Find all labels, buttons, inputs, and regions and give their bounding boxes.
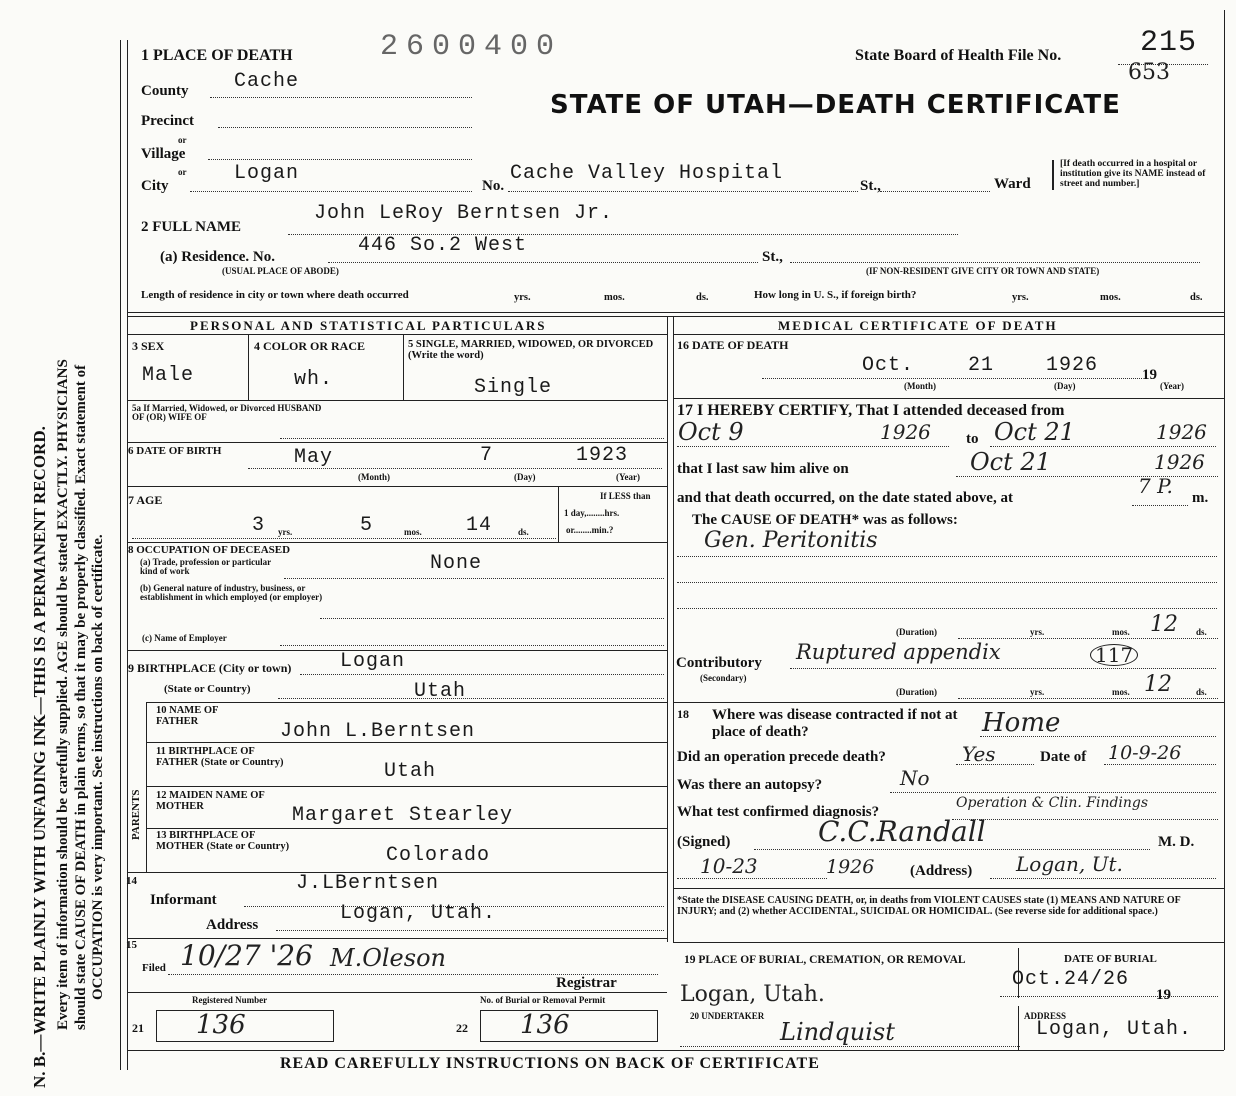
cause-label: The CAUSE OF DEATH* was as follows: (692, 512, 958, 528)
filed-date: 10/27 '26 (180, 939, 313, 972)
undertaker-label: 20 UNDERTAKER (690, 1011, 765, 1021)
mother-birthplace-label: 13 BIRTHPLACE OF MOTHER (State or Country) (156, 830, 290, 853)
dob-year-sub: (Year) (616, 472, 640, 482)
item-18-label: 18 (677, 707, 689, 721)
occupation-b-label: (b) General nature of industry, business, or establishment in which employed (or employer) (140, 583, 323, 603)
registered-number-label: Registered Number (192, 995, 268, 1005)
father-name-label: 10 NAME OF FATHER (156, 705, 219, 728)
autopsy-value: No (900, 766, 930, 790)
item-22-label: 22 (456, 1021, 468, 1035)
burial-permit-label: No. of Burial or Removal Permit (480, 995, 606, 1005)
undertaker-address-value: Logan, Utah. (1036, 1018, 1193, 1041)
county-value: Cache (234, 70, 300, 93)
occupation-label: 8 OCCUPATION OF DECEASED (128, 544, 291, 556)
mother-birthplace-value: Colorado (386, 844, 491, 867)
length-ds: ds. (696, 292, 709, 303)
footer-instructions: READ CAREFULLY INSTRUCTIONS ON BACK OF CERTIFICATE (280, 1055, 820, 1072)
contracted-value: Home (982, 708, 1061, 738)
cause-duration-ds: ds. (1196, 627, 1207, 637)
permit-number-value: 136 (520, 1010, 570, 1040)
city-label: City (141, 178, 169, 194)
md-label: M. D. (1158, 834, 1195, 850)
filed-signature: M.Oleson (330, 944, 446, 972)
item-21-label: 21 (132, 1021, 144, 1035)
dod-day-sub: (Day) (1054, 381, 1076, 391)
marital-label: 5 SINGLE, MARRIED, WIDOWED, OR DIVORCED (Write the word) (408, 339, 654, 362)
diagnosis-test-value: Operation & Clin. Findings (956, 795, 1149, 811)
autopsy-label: Was there an autopsy? (677, 777, 823, 793)
color-label: 4 COLOR OR RACE (254, 339, 366, 353)
how-long-mos: mos. (1100, 292, 1121, 303)
cause-duration-yrs: yrs. (1030, 627, 1045, 637)
day-hrs-label: 1 day,........hrs. (564, 508, 620, 518)
occupation-a-label: (a) Trade, profession or particular kind of work (140, 557, 271, 577)
filed-label: Filed (142, 962, 166, 974)
age-label: 7 AGE (128, 493, 163, 507)
signed-label: (Signed) (677, 834, 731, 850)
place-of-death-label: 1 PLACE OF DEATH (141, 47, 293, 64)
number-label: No. (482, 178, 505, 194)
file-number-label: State Board of Health File No. (855, 47, 1062, 64)
contrib-duration-yrs: yrs. (1030, 687, 1045, 697)
secondary-label: (Secondary) (700, 673, 747, 683)
spouse-label: 5a If Married, Widowed, or Divorced HUSBAND OF (OR) WIFE OF (132, 403, 322, 423)
undertaker-signature: Lindquist (780, 1018, 895, 1046)
village-label: Village (141, 146, 186, 162)
father-birthplace-value: Utah (384, 760, 437, 783)
sign-date: 10-23 (700, 854, 758, 878)
ward-label: Ward (994, 176, 1031, 192)
age-mos-label: mos. (404, 527, 422, 537)
cause-footnote: *State the DISEASE CAUSING DEATH, or, in deaths from VIOLENT CAUSES state (1) MEANS AND NATURE OF INJURY; and (2) whether ACCIDENTAL, SUICIDAL OR HOMICIDAL. (See reverse side for additional space.) (677, 895, 1181, 917)
last-saw-label: that I last saw him alive on (677, 461, 849, 477)
operation-label: Did an operation precede death? (677, 749, 886, 765)
death-time: 7 P. (1138, 474, 1173, 498)
residence-label: (a) Residence. No. (160, 249, 275, 265)
dob-month-sub: (Month) (358, 472, 390, 482)
mother-name-value: Margaret Stearley (292, 804, 514, 827)
contrib-duration-ds: ds. (1196, 687, 1207, 697)
how-long-label: How long in U. S., if foreign birth? (754, 289, 917, 301)
side-note-line-1: N. B.—WRITE PLAINLY WITH UNFADING INK—THIS IS A PERMANENT RECORD. (30, 426, 49, 1088)
residence-value: 446 So.2 West (358, 234, 528, 257)
attended-to-year: 1926 (1156, 420, 1207, 444)
color-value: wh. (294, 368, 334, 391)
length-yrs: yrs. (514, 292, 531, 303)
side-note-line-3: should state CAUSE OF DEATH in plain terms, so that it may be properly classified. Exact statement of (73, 364, 89, 1030)
file-number: 215 (1140, 26, 1198, 60)
length-residence-label: Length of residence in city or town where death occurred (141, 289, 409, 301)
mother-name-label: 12 MAIDEN NAME OF MOTHER (156, 790, 265, 813)
date-of-death-month: Oct. (862, 354, 915, 377)
residence-sub: (USUAL PLACE OF ABODE) (222, 266, 339, 276)
or-label-2: or (178, 167, 187, 177)
employer-label: (c) Name of Employer (142, 633, 227, 643)
birthplace-state: Utah (414, 680, 467, 703)
dob-label: 6 DATE OF BIRTH (128, 445, 222, 457)
sex-label: 3 SEX (132, 339, 165, 353)
residence-street-label: St., (762, 249, 783, 265)
contributory-label: Contributory (676, 655, 762, 671)
contrib-duration-mos: mos. (1112, 687, 1130, 697)
dod-nineteen: 19 (1142, 367, 1157, 383)
death-occurred-label: and that death occurred, on the date stated above, at (677, 490, 1013, 506)
date-of-death-label: 16 DATE OF DEATH (677, 338, 789, 352)
burial-date-label: DATE OF BURIAL (1064, 953, 1157, 965)
informant-label: Informant (150, 892, 217, 908)
registered-number-value: 136 (196, 1010, 246, 1040)
nonresident-note: (IF NON-RESIDENT GIVE CITY OR TOWN AND STATE) (866, 266, 1100, 276)
age-mos-value: 5 (360, 514, 374, 537)
physician-signature: C.C.Randall (818, 815, 986, 848)
contributory-value: Ruptured appendix (796, 640, 1001, 664)
age-ds-value: 14 (466, 514, 493, 537)
occupation-value: None (430, 552, 483, 575)
attended-to-date: Oct 21 (994, 418, 1075, 446)
or-label-1: or (178, 135, 187, 145)
informant-address-label: Address (206, 917, 259, 933)
age-ds-label: ds. (518, 527, 529, 537)
age-yrs-label: yrs. (278, 527, 293, 537)
burial-place-value: Logan, Utah. (680, 982, 825, 1007)
contracted-label: Where was disease contracted if not at place of death? (712, 707, 958, 740)
personal-heading: PERSONAL AND STATISTICAL PARTICULARS (190, 318, 547, 333)
operation-date-label: Date of (1040, 749, 1087, 765)
father-birthplace-label: 11 BIRTHPLACE OF FATHER (State or Country) (156, 746, 284, 769)
dob-year: 1923 (576, 444, 629, 467)
certify-label: 17 I HEREBY CERTIFY, That I attended deceased from (677, 402, 1065, 419)
date-of-death-year: 1926 (1046, 354, 1099, 377)
informant-value: J.LBerntsen (296, 872, 440, 895)
dob-day: 7 (480, 444, 494, 467)
contrib-duration-label: (Duration) (896, 687, 937, 697)
meridiem-label: m. (1192, 490, 1209, 506)
medical-heading: MEDICAL CERTIFICATE OF DEATH (778, 318, 1058, 333)
physician-address: Logan, Ut. (1016, 852, 1123, 876)
dob-day-sub: (Day) (514, 472, 536, 482)
how-long-ds: ds. (1190, 292, 1203, 303)
burial-date-value: Oct.24/26 (1012, 968, 1130, 991)
side-note-line-4: OCCUPATION is very important. See instructions on back of certificate. (90, 534, 106, 1000)
last-saw-year: 1926 (1154, 450, 1205, 474)
attended-from-date: Oct 9 (678, 418, 744, 446)
ward-note: [If death occurred in a hospital or institution give its NAME instead of street and number.] (1052, 160, 1220, 190)
dob-month: May (294, 446, 334, 469)
cause-duration-label: (Duration) (896, 627, 937, 637)
serial-number: 2600400 (380, 30, 563, 64)
right-border (1224, 10, 1225, 1050)
operation-value: Yes (962, 742, 996, 766)
less-than-label: If LESS than (600, 491, 651, 501)
full-name-label: 2 FULL NAME (141, 219, 242, 235)
or-min-label: or........min.? (566, 525, 614, 535)
contributory-code: 117 (1090, 644, 1138, 666)
dod-year-sub: (Year) (1160, 381, 1184, 391)
cause-duration-days: 12 (1150, 612, 1178, 637)
hospital-value: Cache Valley Hospital (510, 162, 784, 185)
father-name-value: John L.Berntsen (280, 720, 476, 743)
file-number-2: 653 (1128, 60, 1170, 85)
cause-duration-mos: mos. (1112, 627, 1130, 637)
undertaker-address-label: ADDRESS (1024, 1011, 1067, 1021)
age-yrs-value: 3 (252, 514, 266, 537)
length-mos: mos. (604, 292, 625, 303)
how-long-yrs: yrs. (1012, 292, 1029, 303)
county-label: County (141, 83, 189, 99)
birthplace-state-label: (State or Country) (164, 683, 251, 695)
contrib-duration-days: 12 (1144, 672, 1172, 697)
birthplace-city: Logan (340, 650, 406, 673)
cause-value: Gen. Peritonitis (704, 528, 878, 553)
burial-date-nineteen: 19 (1156, 987, 1171, 1003)
operation-date: 10-9-26 (1108, 742, 1182, 764)
diagnosis-test-label: What test confirmed diagnosis? (677, 804, 880, 820)
birthplace-label: 9 BIRTHPLACE (City or town) (128, 661, 292, 675)
to-label: to (966, 431, 979, 447)
attended-from-year: 1926 (880, 420, 931, 444)
parents-label: PARENTS (130, 789, 142, 840)
item-14-label: 14 (126, 875, 137, 887)
sex-value: Male (142, 364, 195, 387)
precinct-label: Precinct (141, 113, 195, 129)
burial-place-label: 19 PLACE OF BURIAL, CREMATION, OR REMOVAL (684, 954, 966, 966)
item-15-label: 15 (126, 939, 137, 951)
certificate-title: STATE OF UTAH—DEATH CERTIFICATE (550, 90, 1121, 120)
informant-address-value: Logan, Utah. (340, 902, 497, 925)
date-of-death-day: 21 (968, 354, 995, 377)
last-saw-date: Oct 21 (970, 448, 1051, 476)
left-border (120, 40, 121, 1070)
street-label: St., (860, 178, 881, 194)
sign-year: 1926 (826, 856, 875, 878)
full-name-value: John LeRoy Berntsen Jr. (314, 202, 614, 225)
side-note-line-2: Every item of information should be carefully supplied. AGE should be stated EXACTLY. PHYSICIANS (55, 359, 71, 1030)
marital-value: Single (474, 376, 553, 399)
dod-month-sub: (Month) (904, 381, 936, 391)
registrar-label: Registrar (556, 975, 617, 991)
city-value: Logan (234, 162, 300, 185)
physician-address-label: (Address) (910, 863, 973, 879)
